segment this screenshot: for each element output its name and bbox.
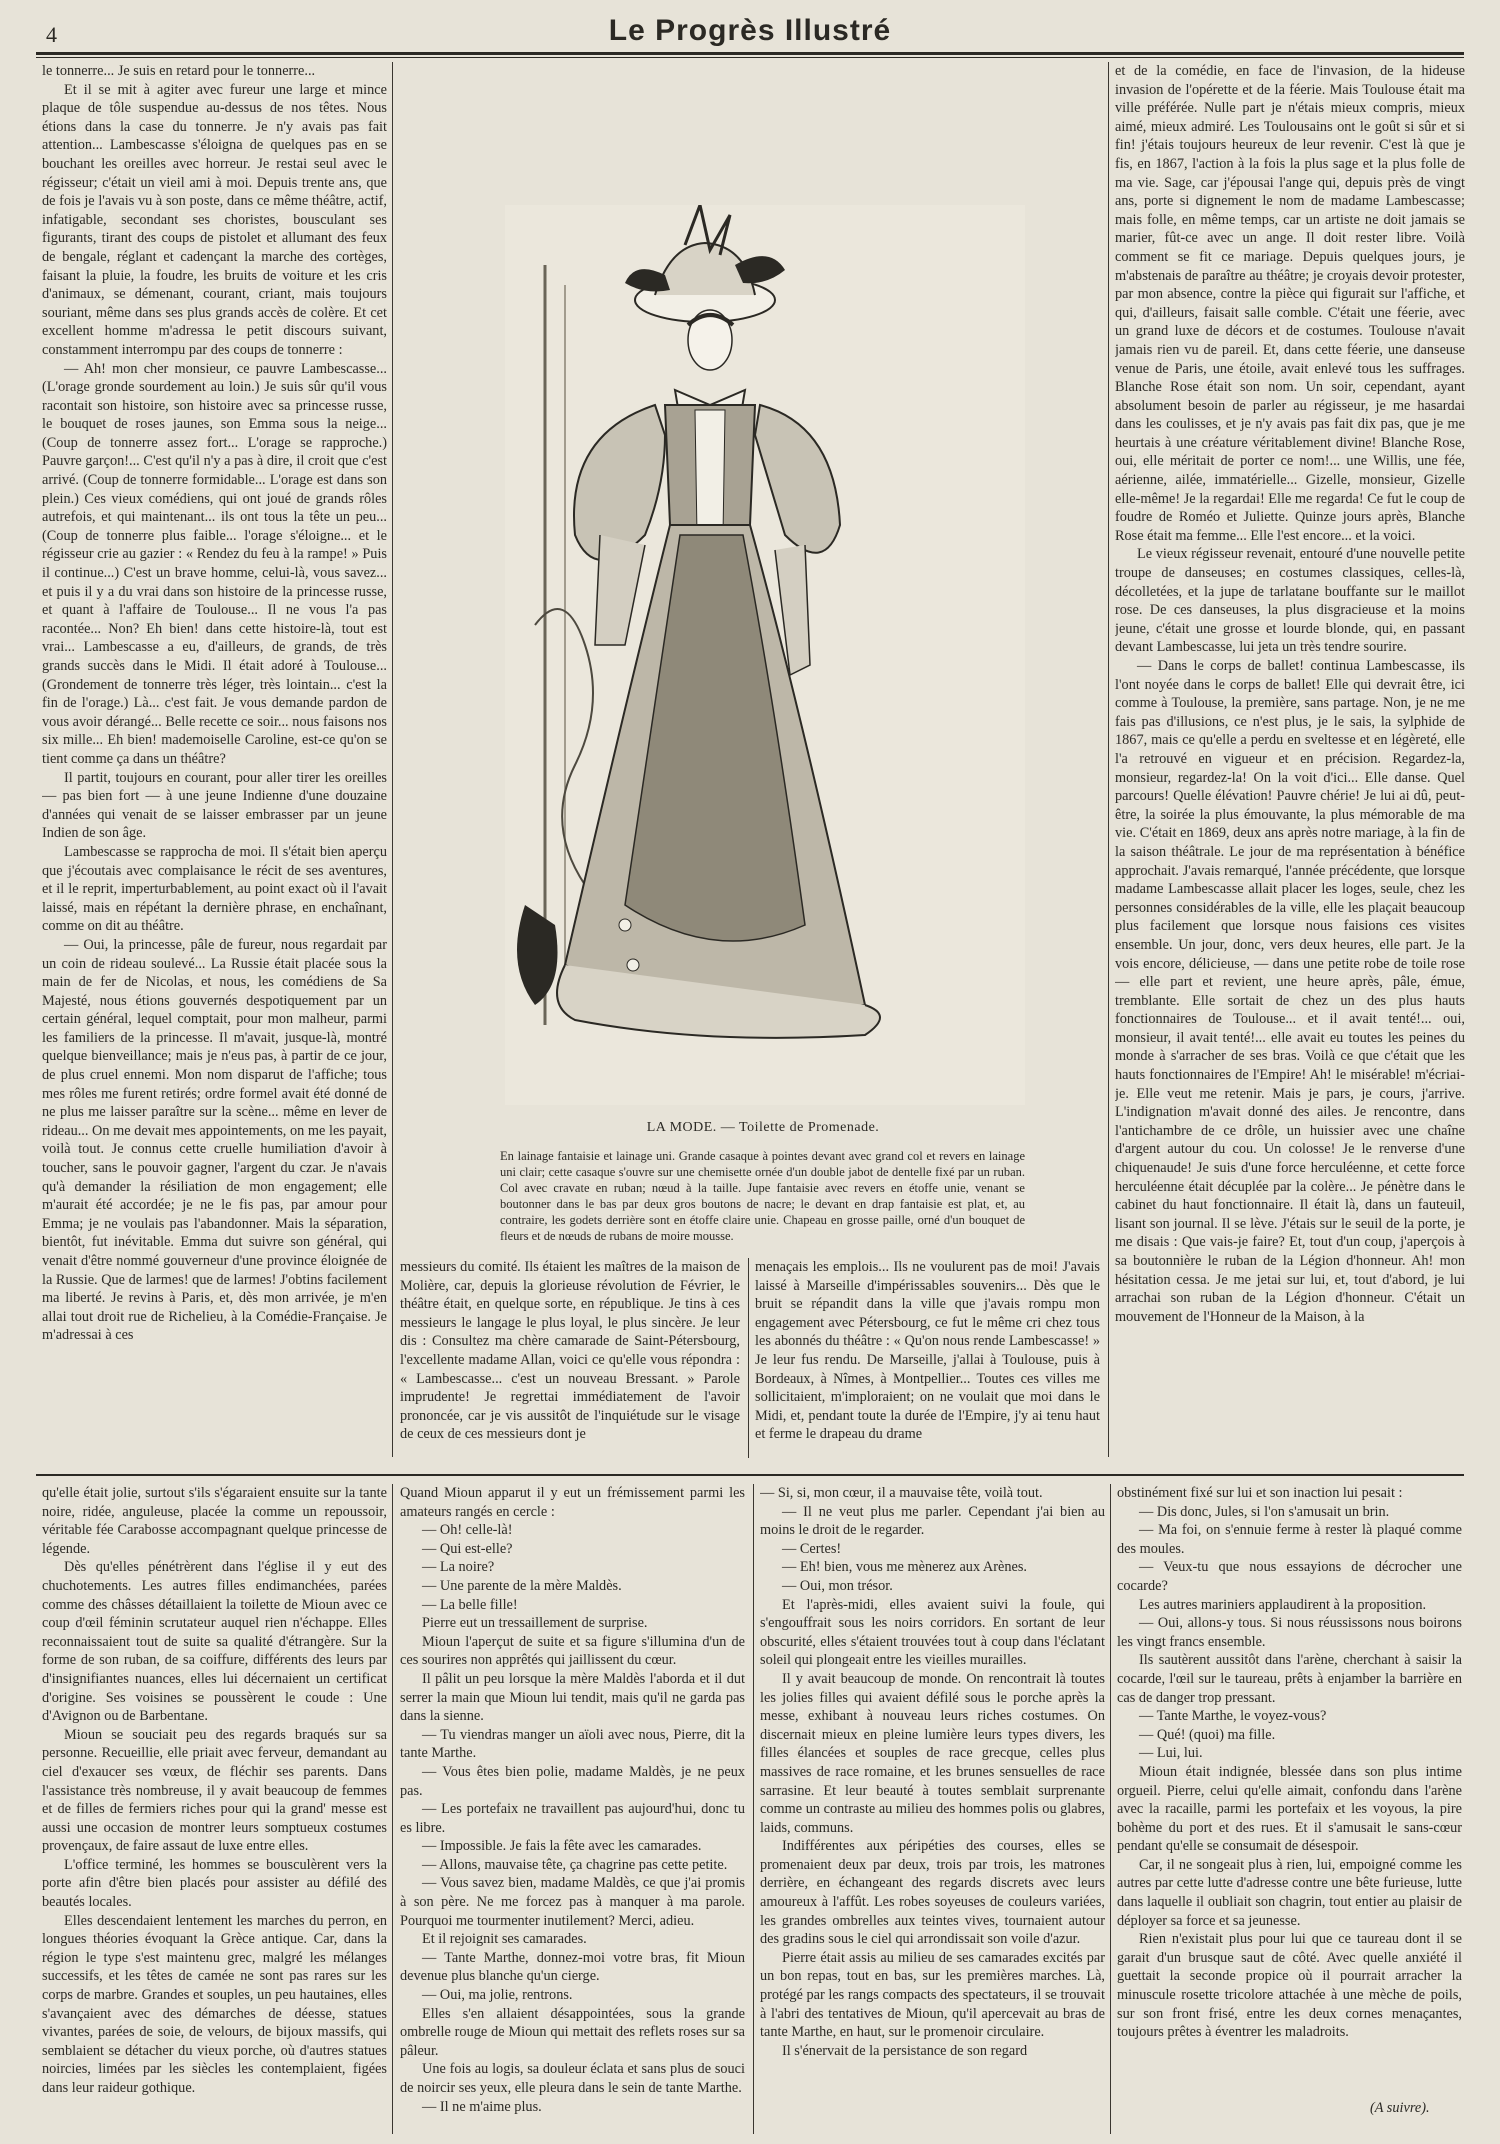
paragraph: le tonnerre... Je suis en retard pour le tonnerre... — [42, 63, 316, 79]
paragraph: Une fois au logis, sa douleur éclata et sans plus de souci de noircir ses yeux, elle pleura dans le sein de tante Marthe. — [400, 2061, 745, 2096]
paragraph: Mioun l'aperçut de suite et sa figure s'illumina d'un de ces sourires non apprêtés qui jaillissent du cœur. — [400, 1633, 745, 1669]
paragraph: — Dans le corps de ballet! continua Lambescasse, ils l'ont noyée dans le corps de ballet! Elle qui devrait être, ici comme à Toulouse, la première, sans partage. Non, je ne me fais pas d'illusions, ce n'est plus, je le sais, la sylphide de 1867, mais ce qu'elle a perdu en sveltesse et en légèreté, elle l'a retrouvé en vigueur et en précision. Regardez-la, monsieur, regardez-la! On la voit d'ici... Elle danse. Quel parcours! Quelle élévation! Pauvre chérie! Je lui ai dû, peut-être, la soirée la plus émouvante, la plus mémorable de ma vie. C'était en 1869, deux ans après notre mariage, à la fin de la saison théâtrale. Le jour de ma représentation à bénéfice approchait. J'avais remarqué, l'année précédente, que lorsque madame Lambescasse allait placer les loges, seule, chez les personnes considérables de la ville, elle les plaçait beaucoup plus facilement que lorsque nous faisions ces visites ensemble. Un jour, donc, vers deux heures, elle part. Je la vois encore, délicieuse, — dans une petite robe de toile rose — elle part et revient, une heure après, pâle, émue, tremblante. Elle sortait de chez un des plus hauts fonctionnaires de Toulouse... et il avait tenté!... oui, monsieur, il avait tenté!... elle avait eu toutes les peines du monde à s'arracher de ses bras. Voilà ce que c'était que les hauts fonctionnaires de l'Empire! Ah! le misérable! m'écriai-je. Elle veut me retenir. Mais je pars, je cours, j'arrive. L'indignation m'avait donné des ailes. Je rencontre, dans l'antichambre de ce drôle, un huissier avec une chaîne d'argent autour du cou. Un colosse! Je le renverse d'une chiquenaude! Je suis d'une force herculéenne, et cette force herculéenne était décuplée par la colère... Je pénètre dans le cabinet du haut fonctionnaire. Il était là, dans un fauteuil, lisant son journal. Il se lève. J'étais sur le seuil de la porte, je me disais : Que vais-je faire? Et, tout d'un coup, j'aperçois à sa boutonnière le ruban de la Légion d'honneur. Ah! mon hésitation cessa. Je me jetai sur lui, et, tout d'abord, je lui arrachai son ruban de la Légion d'honneur. C'était un mouvement de l'Honneur de la Maison, à la — [1115, 658, 1465, 1325]
paragraph: Il s'énervait de la persistance de son regard — [782, 2042, 1028, 2059]
paragraph: — Oui, la princesse, pâle de fureur, nous regardait par un coin de rideau soulevé... La Russie était placée sous la main de fer de Nicolas, et nous, les comédiens de Sa Majesté, nous étions gouvernés despotiquement par un certain général, lequel comptait, pour mon malheur, parmi les familiers de la princesse. Il m'avait, jusque-là, montré quelque bienveillance; mais je n'eus pas, à partir de ce jour, de plus cruel ennemi. Mon nom disparut de l'affiche; tous mes rôles me furent retirés; ordre formel avait été donné de ne plus me laisser paraître sur la scène... même en lever de rideau... On me devait mes appointements, on me les payait, voilà tout. Je connus cette cruelle humiliation d'avoir à toucher, sans le pouvoir gagner, l'argent du czar. Je n'avais qu'à demander la résiliation de mon engagement; elle m'aurait été accordée; je ne le fis pas, par amour pour Emma; je ne voulais pas l'abandonner. Mais la séparation, bientôt, fut inévitable. Emma dut suivre son général, qui venait d'être nommé gouverneur d'une province éloignée de la Russie. Que de larmes! que de larmes! J'obtins facilement ma liberté. Je revins à Paris, et, dès mon arrivée, je m'en allai tout droit rue de Richelieu, à la Comédie-Française. Je m'adressai à ces — [42, 936, 387, 1344]
paragraph: Ils sautèrent aussitôt dans l'arène, cherchant à saisir la cocarde, l'œil sur le taureau, prêts à enjamber la barrière en cas de danger trop pressant. — [1117, 1652, 1462, 1706]
paragraph: Et il se mit à agiter avec fureur une large et mince plaque de tôle suspendue au-dessus de nos têtes. Nous étions dans la case du tonnerre. Je n'y avais pas fait attention... Lambescasse s'éloigna de quelques pas en se bouchant les oreilles avec horreur. Je restai seul avec le régisseur; c'était un vieil ami à moi. Depuis trente ans, que de fois je l'avais vu à son poste, dans ce même théâtre, actif, infatigable, secondant ses choristes, bousculant ses figurants, tirant des coups de pistolet et allumant des feux de bengale, réglant et cadençant la marche des cortèges, faisant la pluie, la foudre, les bruits de voiture et les cris d'animaux, se démenant, courant, criant, mais toujours souriant, même dans ses plus grands accès de colère. Et cet excellent homme m'adressa le petit discours suivant, constamment interrompu par des coups de tonnerre : — [42, 81, 387, 358]
paragraph: Dès qu'elles pénétrèrent dans l'église il y eut des chuchotements. Les autres filles endimanchées, parées comme des châsses détaillaient la toilette de Mioun avec ce coup d'œil féminin scrutateur auquel rien n'échappe. Elles reconnaissaient tout de suite sa qualité d'étrangère. Sur la forme de son ruban, de sa coiffure, différents des leurs par d'insignifiantes nuances, elles lui décernaient un certificat d'origine. Ses voisines se poussèrent le coude : Une d'Avignon ou de Barbentane. — [42, 1559, 387, 1725]
paragraph: — Oui, allons-y tous. Si nous réussissons nous boirons les vingt francs ensemble. — [1117, 1615, 1462, 1650]
paragraph: Car, il ne songeait plus à rien, lui, empoigné comme les autres par cette lutte d'adresse contre une bête furieuse, lutte dans laquelle il oubliait son chagrin, tout entier au plaisir de déployer sa force et sa jeunesse. — [1117, 1856, 1462, 1929]
paragraph: Les autres mariniers applaudirent à la proposition. — [1139, 1596, 1427, 1613]
paragraph: Il partit, toujours en courant, pour aller tirer les oreilles — pas bien fort — à une jeune Indienne d'une douzaine d'années qui venait de se laisser embrasser par un jeune Indien de son âge. — [42, 769, 387, 842]
header-rule — [36, 52, 1464, 55]
paragraph: Elles descendaient lentement les marches du perron, en longues théories évoquant la Grèce antique. Car, dans la région le type s'est maintenu grec, malgré les mélanges successifs, et les têtes de camée ne sont pas rares sur les corps de marbre. Grandes et souples, un peu hautaines, elles s'avançaient avec des démarches de déesse, statues vivantes, parées de soie, de velours, de bijoux massifs, qui semblaient se détacher du vieux porche, où d'autres statues noircies, limées par les siècles les contemplaient, figées dans leur raideur gothique. — [42, 1912, 387, 2096]
paragraph: — Il ne veut plus me parler. Cependant j'ai bien au moins le droit de le regarder. — [760, 1503, 1105, 1539]
feuilleton-column-1 — [42, 1484, 387, 2104]
paragraph: Et l'après-midi, elles avaient suivi la foule, qui s'engouffrait sous les noirs corridors. En sortant de leur obscurité, elles s'étaient trouvées tout à coup dans l'éclatant soleil qui plongeait entre les vieilles murailles. — [760, 1596, 1105, 1669]
paragraph: — Qui est-elle? — [422, 1540, 513, 1557]
feuilleton-column-3 — [760, 1484, 1105, 2134]
paragraph: Rien n'existait plus pour lui que ce taureau dont il se garait d'un brusque saut de côté. Avec quelle anxiété il guettait la seconde propice où il pourrait arracher la minuscule rosette tricolore attachée à une mèche de poils, sur son front frisé, entre les deux cornes menaçantes, toujours prêtes à éventrer les maladroits. — [1117, 1931, 1462, 2041]
paragraph: — Vous êtes bien polie, madame Maldès, je ne peux pas. — [400, 1763, 745, 1799]
figure-description: En lainage fantaisie et lainage uni. Grande casaque à pointes devant avec grand col et revers en lainage uni clair; cette casaque s'ouvre sur une chemisette ornée d'un double jabot de dentelle fixé par un ruban. Col avec cravate en ruban; nœud à la taille. Jupe fantaisie avec revers en étoffe unie, venant se boutonner dans le bas par deux gros boutons de nacre; le devant en drap fantaisie est plat, et, au contraire, les godets derrière sont en étoffe claire unie. Chapeau en grosse paille, orné d'un bouquet de fleurs et de nœuds de rubans de moire mousse. — [500, 1149, 1025, 1243]
paragraph: — Certes! — [782, 1540, 842, 1557]
paragraph: Mioun était indignée, blessée dans son plus intime orgueil. Pierre, celui qu'elle aimait, confondu dans l'arène avec la racaille, parmi les portefaix et les voyous, la pire bohème du port et des rues. Et il s'amusait le sans-cœur pendant qu'elle se consumait de désespoir. — [1117, 1763, 1462, 1855]
paragraph: — Allons, mauvaise tête, ça chagrine pas cette petite. — [422, 1856, 728, 1873]
paragraph: — Eh! bien, vous me mènerez aux Arènes. — [782, 1559, 1027, 1576]
paragraph: — Il ne m'aime plus. — [422, 2098, 542, 2115]
paragraph: — Lui, lui. — [1139, 1745, 1203, 1762]
paragraph: — La noire? — [422, 1559, 495, 1576]
section-divider — [36, 1474, 1464, 1476]
paragraph: — Tu viendras manger un aïoli avec nous, Pierre, dit la tante Marthe. — [400, 1726, 745, 1762]
column-divider — [392, 1484, 393, 2134]
paragraph: — Une parente de la mère Maldès. — [422, 1577, 622, 1594]
paragraph: Lambescasse se rapprocha de moi. Il s'était bien aperçu que j'écoutais avec complaisance le récit de ses aventures, et il le reprit, imperturbablement, au point exact où il l'avait laissé, mais en répétant la dernière phrase, en enchaînant, comme on dit au théâtre. — [42, 843, 387, 935]
paragraph: Mioun se souciait peu des regards braqués sur sa personne. Recueillie, elle priait avec ferveur, demandant au ciel d'exaucer ses vœux, de fléchir ses parents. Dans l'assistance très nombreuse, il y avait beaucoup de femmes et de filles de fermiers riches pour qui la grand' messe est aussi une occasion de montrer leurs somptueux costumes provençaux, de faire assaut de luxe entre elles. — [42, 1726, 387, 1855]
paragraph: Il y avait beaucoup de monde. On rencontrait là toutes les jolies filles qui avaient défilé sous le porche après la messe, exhibant à nouveau leurs riches costumes. On discernait mieux en pleine lumière leurs types divers, les filles élancées et souples de race grecque, celles plus massives de race romaine, et les brunes sensuelles de race sarrasine. Et leur beauté à toutes semblait surprenante comme un contraste au milieu des hommes polis ou glabres, laids, communs. — [760, 1670, 1105, 1836]
paragraph: — Oh! celle-là! — [422, 1522, 513, 1539]
column-divider — [753, 1484, 754, 2134]
paragraph: — Dis donc, Jules, si l'on s'amusait un brin. — [1139, 1503, 1390, 1520]
paragraph: — Tante Marthe, donnez-moi votre bras, fit Mioun devenue plus blanche qu'un cierge. — [400, 1949, 745, 1985]
feuilleton-column-2 — [400, 1484, 745, 2134]
fashion-illustration — [505, 205, 1025, 1105]
paragraph: Elles s'en allaient désappointées, sous la grande ombrelle rouge de Mioun qui mettait des reflets roses sur sa pâleur. — [400, 2005, 745, 2059]
figure-caption: LA MODE. — Toilette de Promenade. — [646, 1120, 880, 1135]
paragraph: — Qué! (quoi) ma fille. — [1139, 1726, 1276, 1743]
article-column-top-right — [1115, 62, 1465, 1457]
article-column-top-left — [42, 62, 387, 1457]
paragraph: Pierre eut un tressaillement de surprise. — [422, 1615, 648, 1632]
paragraph: Quand Mioun apparut il y eut un frémissement parmi les amateurs rangés en cercle : — [400, 1485, 745, 1520]
paragraph: messieurs du comité. Ils étaient les maîtres de la maison de Molière, car, depuis la glorieuse révolution de Février, le théâtre était, en quelque sorte, en république. Je tins à ces messieurs le langage le plus loyal, le plus sincère. Je leur dis : Consultez ma chère camarade de Saint-Pétersbourg, l'excellente madame Allan, voici ce qu'elle vous répondra : « Lambescasse... c'est un nouveau Bressant. » Parole imprudente! Je regrettai immédiatement de l'avoir prononcée, car je vis aussitôt de l'inquiétude sur le visage de ceux de ces messieurs dont je — [400, 1259, 740, 1443]
paragraph: qu'elle était jolie, surtout s'ils s'égaraient ensuite sur la tante noire, ridée, anguleuse, placée la comme un repoussoir, véritable fée Carabosse accompagnant quelque princesse de légende. — [42, 1485, 387, 1557]
article-column-top-mid — [400, 1258, 740, 1458]
paragraph: — Impossible. Je fais la fête avec les camarades. — [422, 1838, 702, 1855]
paragraph: Indifférentes aux péripéties des courses, elles se promenaient deux par deux, trois par trois, les matrones derrière, en échangeant des regards discrets avec leurs amoureux à l'affût. Les robes soyeuses de couleurs variées, les grandes ombrelles aux teintes vives, tournaient autour des gradins sous le ciel qui arrondissait son voile d'azur. — [760, 1838, 1105, 1948]
paragraph: — Ah! mon cher monsieur, ce pauvre Lambescasse... (L'orage gronde sourdement au loin.) Je suis sûr qu'il vous racontait son histoire, son histoire avec sa princesse russe, le bouquet de roses jaunes, son Emma sous la neige... (Coup de tonnerre assez fort... L'orage se rapproche.) Pauvre garçon!... C'est qu'il n'y a pas à dire, il croit que c'est arrivé. (Coup de tonnerre formidable... L'orage est dans son plein.) Ces vieux comédiens, qui ont joué de grands rôles autrefois, et qui maintenant... ils ont tous la tête un peu... (Coup de tonnerre plus faible... l'orage s'éloigne... et le régisseur crie au gazier : « Rendez du feu à la rampe! » Puis il continue...) C'est un brave homme, celui-là, vous savez... et puis il y a du vrai dans son histoire de la princesse russe, et quant à l'affaire de Toulouse... Il ne vous l'a pas racontée... Non? Eh bien! dans cette histoire-là, tout est vrai... Lambescasse a eu, d'ailleurs, de grands, de très grands succès dans le Midi. Il était adoré à Toulouse... (Grondement de tonnerre très léger, très lointain... c'est la fin de l'orage.) Là... c'est fait. Je vous demande pardon de vous avoir dérangé... Belle recette ce soir... nous faisons nos six mille... Eh bien! mademoiselle Caroline, est-ce qu'on se tient comme ça dans un théâtre? — [42, 360, 387, 767]
paragraph: Il pâlit un peu lorsque la mère Maldès l'aborda et il dut serrer la main que Mioun lui tendit, mais qu'il ne garda pas dans la sienne. — [400, 1670, 745, 1725]
newspaper-title: Le Progrès Illustré — [608, 14, 892, 47]
column-divider — [1108, 62, 1109, 1457]
paragraph: et de la comédie, en face de l'invasion, de la hideuse invasion de l'opérette et de la féerie. Mais Toulouse était ma ville préférée. Nulle part je n'étais mieux compris, mieux aimé, mieux admiré. Les Toulousains ont le goût si sûr et si fin! j'étais toujours heureux de leur revenir. C'est là que je fis, en 1867, l'action à la fois la plus sage et la plus folle de ma vie. Sage, car j'épousai l'ange qui, depuis près de vingt ans, porte si dignement le nom de madame Lambescasse; mais folle, en même temps, car un artiste ne doit jamais se marier, fût-ce avec un ange. Il doit rester libre. Voilà comment se fit ce mariage. Depuis quelques jours, je m'abstenais de paraître au théâtre; je croyais devoir protester, par mon absence, contre la pièce qui figurait sur l'affiche, et qui, d'ailleurs, faisait salle comble. C'était une féerie, avec un grand luxe de décors et de costumes. Toulouse n'avait jamais rien vu de pareil. Et, dans cette féerie, une danseuse venue de Paris, une étoile, avait enlevé tous les suffrages. Blanche Rose était son nom. Un soir, cependant, ayant absolument besoin de parler au régisseur, je me hasardai dans les coulisses, et je n'y avais pas fait dix pas, que je me heurtais à une créature véritablement divine! Blanche Rose, oui, elle méritait de porter ce nom!... une Willis, une fée, aérienne, ailée, immatérielle... Gizelle, monsieur, Gizelle elle-même! Je la regardai! Elle me regarda! Ce fut le coup de foudre de Roméo et Juliette. Quinze jours après, Blanche Rose était ma femme... Elle l'est encore... et la voici. — [1115, 63, 1465, 544]
column-divider — [392, 62, 393, 1457]
column-divider — [748, 1258, 749, 1458]
column-divider — [1110, 1484, 1111, 2134]
paragraph: — Si, si, mon cœur, il a mauvaise tête, voilà tout. — [760, 1485, 1043, 1501]
paragraph: — Ma foi, on s'ennuie ferme à rester là plaqué comme des moules. — [1117, 1522, 1462, 1557]
article-column-top-mid-2 — [755, 1258, 1100, 1458]
paragraph: — La belle fille! — [422, 1596, 518, 1613]
paragraph: Et il rejoignit ses camarades. — [422, 1931, 587, 1948]
paragraph: menaçais les emplois... Ils ne voulurent pas de moi! J'avais laissé à Marseille d'impérissables souvenirs... Dès que le bruit se répandit dans la ville que j'avais rompu mon engagement avec Pétersbourg, ce fut le même cri chez tous les abonnés du théâtre : « Qu'on nous rende Lambescasse! » Je leur fus rendu. De Marseille, j'allai à Toulouse, puis à Bordeaux, à Nîmes, à Montpellier... Toutes ces villes me sollicitaient, m'imploraient; on ne voulait que moi dans le Midi, et, pendant toute la durée de l'Empire, j'y ai tenu haut et ferme le drapeau du drame — [755, 1259, 1100, 1443]
header-rule-thin — [36, 57, 1464, 58]
feuilleton-column-4 — [1117, 1484, 1462, 2094]
paragraph: — Tante Marthe, le voyez-vous? — [1139, 1708, 1327, 1725]
paragraph: — Les portefaix ne travaillent pas aujourd'hui, donc tu es libre. — [400, 1801, 745, 1836]
to-be-continued: (A suivre). — [1370, 2100, 1430, 2116]
paragraph: Pierre était assis au milieu de ses camarades excités par un bon repas, tout en bas, sur les premières marches. Là, protégé par les rangs compacts des spectateurs, il se trouvait à l'abri des tentatives de Mioun, qu'il apercevait au bras de tante Marthe, en haut, sur le promenoir circulaire. — [760, 1949, 1105, 2041]
page-number: 4 — [46, 22, 57, 47]
paragraph: obstinément fixé sur lui et son inaction lui pesait : — [1117, 1485, 1403, 1501]
paragraph: — Veux-tu que nous essayions de décrocher une cocarde? — [1117, 1559, 1462, 1594]
paragraph: — Vous savez bien, madame Maldès, ce que j'ai promis à son père. Ne me forcez pas à manquer à ma parole. Pourquoi me tourmenter inutilement? Merci, adieu. — [400, 1875, 745, 1929]
paragraph: — Oui, mon trésor. — [782, 1577, 893, 1594]
page-header — [36, 10, 1464, 50]
paragraph: L'office terminé, les hommes se bousculèrent vers la porte afin d'être bien placés pour assister au défilé des beautés locales. — [42, 1856, 387, 1911]
paragraph: — Oui, ma jolie, rentrons. — [422, 1987, 573, 2004]
paragraph: Le vieux régisseur revenait, entouré d'une nouvelle petite troupe de danseuses; en costumes classiques, celles-là, décolletées, et la jupe de tarlatane bouffante sur le maillot rose. De ces danseuses, la plus disgracieuse et la moins jeune, c'était une grosse et lourde blonde, qui, en passant devant Lambescasse, lui jeta un très tendre sourire. — [1115, 546, 1465, 656]
